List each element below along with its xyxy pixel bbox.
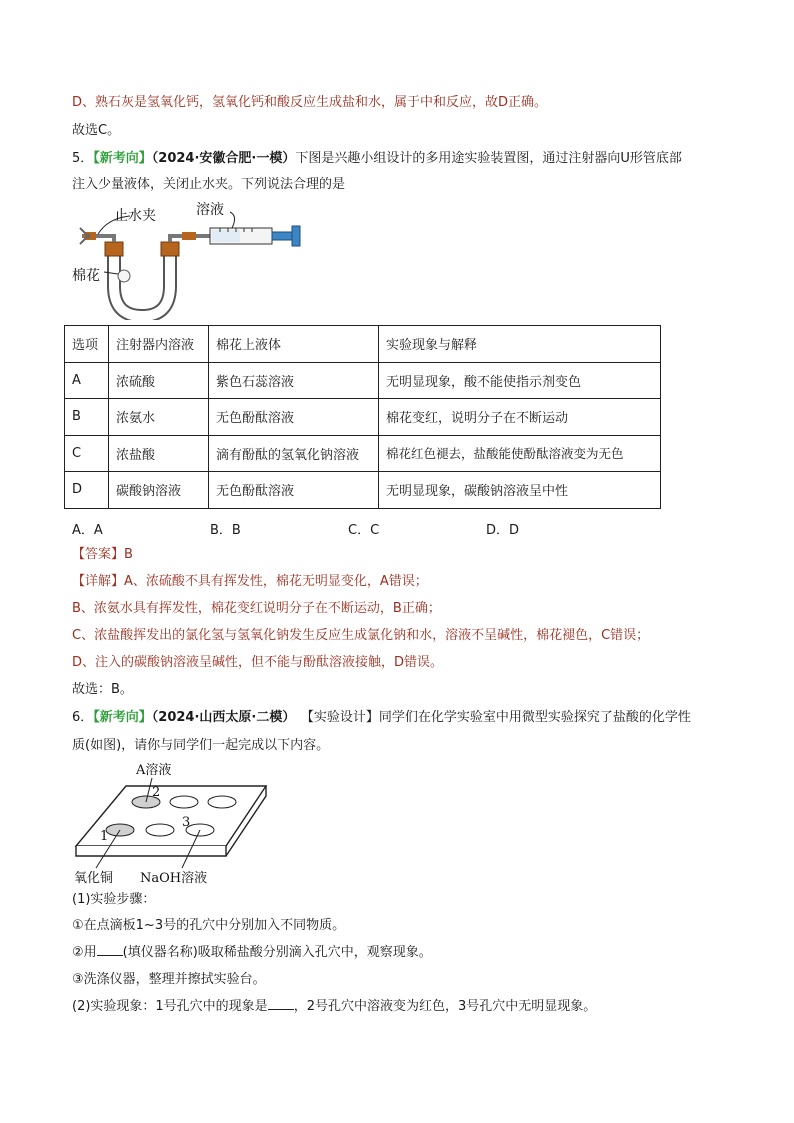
table-cell: A — [65, 362, 109, 399]
table-header-row — [65, 326, 661, 363]
q5-number: 5． — [72, 151, 94, 166]
naoh-solution-label: NaOH溶液 — [140, 871, 208, 884]
answer-value: B — [124, 547, 133, 562]
prev-answer-line-d: D、熟石灰是氢氧化钙，氢氧化钙和酸反应生成盐和水，属于中和反应，故D正确。 — [72, 95, 548, 110]
table-row — [65, 399, 661, 436]
u-tube-apparatus-figure — [60, 198, 340, 320]
step2-prefix: ②用 — [72, 945, 97, 960]
table-cell: 浓硫酸 — [109, 362, 209, 399]
table-header-cell: 棉花上液体 — [209, 326, 379, 363]
table-cell: 碳酸钠溶液 — [109, 472, 209, 509]
table-header-cell: 注射器内溶液 — [109, 326, 209, 363]
step2-suffix: (填仪器名称)吸取稀盐酸分别滴入孔穴中，观察现象。 — [122, 945, 432, 960]
q5-analysis-d: D、注入的碳酸钠溶液呈碱性，但不能与酚酞溶液接触，D错误。 — [72, 655, 444, 670]
q5-source: （2024·安徽合肥·一模） — [151, 151, 296, 166]
phenomenon-blank[interactable] — [268, 997, 294, 1010]
table-cell: 棉花变红，说明分子在不断运动 — [379, 399, 661, 436]
q6-design-tag: 【实验设计】 — [307, 710, 379, 725]
spot-plate-figure — [66, 760, 276, 884]
solution-label: 溶液 — [196, 202, 224, 218]
table-cell: 紫色石蕊溶液 — [209, 362, 379, 399]
table-cell: C — [65, 435, 109, 472]
q5-stem-2: 注入少量液体，关闭止水夹。下列说法合理的是 — [72, 177, 346, 192]
table-cell: 无明显现象，碳酸钠溶液呈中性 — [379, 472, 661, 509]
table-cell: 浓氨水 — [109, 399, 209, 436]
table-cell: 滴有酚酞的氢氧化钠溶液 — [209, 435, 379, 472]
table-cell: 无明显现象，酸不能使指示剂变色 — [379, 362, 661, 399]
q5-tag: 【新考向】 — [93, 151, 152, 166]
analysis-label: 【详解】 — [72, 574, 125, 589]
q6-stem-line-1 — [72, 708, 691, 728]
q6-tag: 【新考向】 — [93, 710, 152, 725]
well-number-2: 2 — [152, 785, 161, 800]
cotton-ball — [118, 270, 130, 282]
q5-stem-line-1 — [72, 149, 682, 169]
table-cell: 棉花红色褪去，盐酸能使酚酞溶液变为无色 — [379, 435, 661, 472]
q5-analysis-c: C、浓盐酸挥发出的氯化氢与氢氧化钠发生反应生成氯化钠和水，溶液不呈碱性，棉花褪色，C错误； — [72, 628, 650, 643]
q5-stem-1: 下图是兴趣小组设计的多用途实验装置图，通过注射器向U形管底部 — [295, 151, 682, 166]
table-cell: 无色酚酞溶液 — [209, 472, 379, 509]
syringe-plunger — [272, 232, 292, 240]
q6-stem-2: 质(如图)，请你与同学们一起完成以下内容。 — [72, 738, 330, 753]
q5-answer — [72, 545, 133, 565]
q6-stem-1: 同学们在化学实验室中用微型实验探究了盐酸的化学性 — [378, 710, 691, 725]
table-cell: B — [65, 399, 109, 436]
table-cell: 无色酚酞溶液 — [209, 399, 379, 436]
part2-prefix: (2)实验现象：1号孔穴中的现象是 — [72, 999, 268, 1014]
analysis-a-text: A、浓硫酸不具有挥发性，棉花无明显变化，A错误； — [124, 574, 428, 589]
instrument-blank[interactable] — [97, 943, 123, 956]
choice-a[interactable]: A．A — [72, 523, 103, 538]
q6-source: （2024·山西太原·二模） — [151, 710, 296, 725]
cotton-label: 棉花 — [72, 268, 100, 284]
well-number-1: 1 — [100, 829, 109, 844]
well-back-right — [208, 796, 236, 808]
choice-c[interactable]: C．C — [348, 523, 380, 538]
choice-d[interactable]: D．D — [486, 523, 520, 538]
q6-part1: (1)实验步骤： — [72, 892, 156, 907]
q6-step2 — [72, 943, 432, 963]
right-stopper — [161, 242, 179, 256]
answer-label: 【答案】 — [72, 547, 125, 562]
choice-b[interactable]: B．B — [210, 523, 241, 538]
q6-number: 6． — [72, 710, 94, 725]
well-number-3: 3 — [182, 815, 191, 830]
table-header-cell: 实验现象与解释 — [379, 326, 661, 363]
a-solution-label: A溶液 — [136, 763, 172, 778]
left-stopper — [105, 242, 123, 256]
table-cell: 浓盐酸 — [109, 435, 209, 472]
q5-options-table — [64, 325, 661, 509]
prev-answer-conclusion: 故选C。 — [72, 123, 121, 138]
table-row — [65, 362, 661, 399]
well-back-middle — [170, 796, 198, 808]
table-row — [65, 472, 661, 509]
q5-conclusion: 故选：B。 — [72, 682, 133, 697]
q6-step1: ①在点滴板1~3号的孔穴中分别加入不同物质。 — [72, 918, 346, 933]
clamp-label: 止水夹 — [114, 208, 156, 224]
table-row — [65, 435, 661, 472]
q5-analysis-b: B、浓氨水具有挥发性，棉花变红说明分子在不断运动，B正确； — [72, 601, 441, 616]
copper-oxide-label: 氧化铜 — [74, 871, 114, 884]
q6-step3: ③洗涤仪器，整理并擦拭实验台。 — [72, 972, 266, 987]
q5-analysis-a — [72, 572, 428, 592]
q6-part2 — [72, 997, 596, 1017]
part2-suffix: ，2号孔穴中溶液变为红色，3号孔穴中无明显现象。 — [293, 999, 597, 1014]
table-cell: D — [65, 472, 109, 509]
well-front-middle — [146, 824, 174, 836]
table-header-cell: 选项 — [65, 326, 109, 363]
